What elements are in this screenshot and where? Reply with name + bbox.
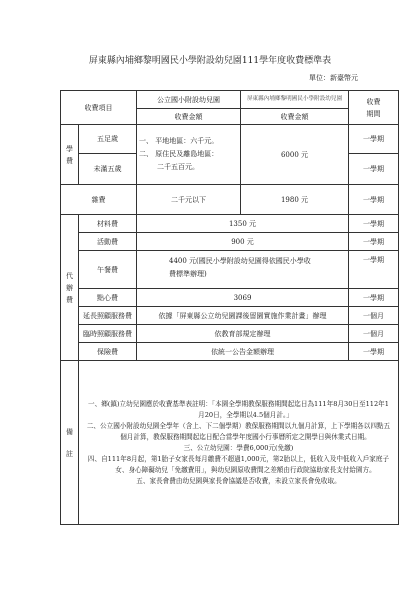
agency-label: 活動費 [79,233,137,251]
tuition-group-label: 學費 [66,144,73,165]
note-item: 五、家長會費由幼兒園與家長會協議是否收費，未設立家長會免收取。 [136,476,341,485]
misc-school: 1980 元 [241,185,349,215]
tuition-group [61,125,79,185]
agency-value: 依統一公告金額辦理 [137,343,349,361]
agency-label: 延長照顧服務費 [79,307,137,325]
agency-label: 材料費 [79,215,137,233]
lunch-note: 4400 元(國民小學附設幼兒園得依國民小學收費標準辦理) [169,257,311,278]
page-title: 屏東縣內埔鄉黎明國民小學附設幼兒園111學年度收費標準表 [88,56,332,66]
header-school-col: 屏東縣內埔鄉黎明國民小學附設幼兒園 [241,91,349,109]
agency-value: 1350 元 [137,215,349,233]
agency-group-label: 代辦費 [66,271,73,304]
agency-value: 依據「屏東縣公立幼兒園課後留園實施作業計畫」辦理 [137,307,349,325]
header-period [349,91,399,125]
header-school-amount: 收費金額 [241,109,349,125]
notes-group [61,361,79,525]
note-item: 一、鄉(鎮)立幼兒園應於收費基準表註明：「本園全學期教保服務期間起迄日為111年8月30日至112年1月20日，全學期以4.5個月計。」 [88,399,389,419]
agency-period: 一學期 [349,343,399,361]
misc-period: 一學期 [349,185,399,215]
misc-label: 雜費 [61,185,137,215]
note-item: 三、公立幼兒園：學費6,000元(免繳) [183,443,294,452]
agency-period: 一學期 [349,233,399,251]
tuition-public-line2: 二、 原住民及離島地區： [139,150,219,158]
agency-label: 點心費 [79,289,137,307]
tuition-school-amount: 6000 元 [241,125,349,185]
agency-period: 一學期 [349,251,399,289]
agency-value: 依教育部規定辦理 [137,325,349,343]
agency-label: 午餐費 [79,251,137,289]
agency-label: 保險費 [79,343,137,361]
note-item: 二、公立國小附設幼兒園全學年（含上、下二個學期）教保服務期間以九個月計算，上下學期各以四點五個月計算，教保服務期間起迄日配合當學年度國小行事曆所定之開學日與休業式日期。 [86,421,391,441]
agency-value: 900 元 [137,233,349,251]
agency-period: 一個月 [349,325,399,343]
notes-body [79,361,399,525]
agency-label: 臨時照顧服務費 [79,325,137,343]
agency-period: 一學期 [349,289,399,307]
tuition-age5: 五足歲 [79,125,137,154]
tuition-public-line1: 一、 平地地區：六千元。 [139,137,219,145]
header-public-col: 公立國小附設幼兒園 [137,91,241,109]
tuition-under5: 未滿五歲 [79,154,137,185]
header-period-text: 收費期間 [366,97,381,118]
fee-table [60,90,399,525]
header-public-amount: 收費金額 [137,109,241,125]
tuition-public-line3: 二千五百元。 [157,163,199,171]
agency-value: 3069 [137,289,349,307]
agency-period: 一學期 [349,215,399,233]
tuition-public [137,125,241,185]
note-item: 四、自111年8月起，第1胎子女家長每月繳費不超過1,000元，第2胎以上，低收入及中低收入戶家庭子女、身心障礙幼兒「免繳費用」，與幼兒園原收費間之差額由行政院協助家長支付給園方。 [87,454,390,474]
agency-group [61,215,79,361]
notes-list [85,399,392,487]
header-item: 收費項目 [61,91,137,125]
misc-public: 二千元以下 [137,185,241,215]
notes-label: 備註 [66,427,73,458]
agency-value [137,251,349,289]
tuition-period-2: 一學期 [349,154,399,185]
tuition-period-1: 一學期 [349,125,399,154]
currency-unit: 單位：新臺幣元 [309,74,358,82]
agency-period: 一個月 [349,307,399,325]
